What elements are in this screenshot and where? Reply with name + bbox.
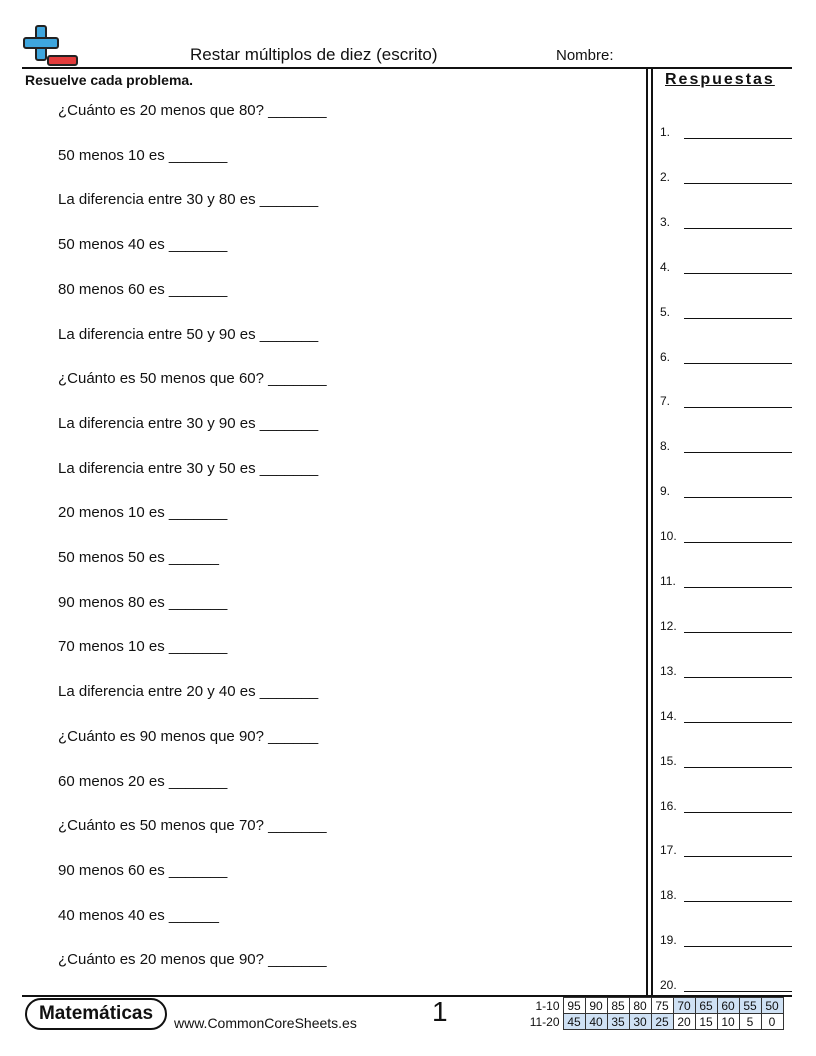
question-text: La diferencia entre 30 y 80 es _______: [58, 191, 319, 209]
question-text: La diferencia entre 50 y 90 es _______: [58, 325, 319, 343]
answer-blank[interactable]: [684, 183, 792, 184]
answer-number: 12.: [660, 618, 677, 633]
question-item: [0, 683, 640, 705]
answer-number: 4.: [660, 259, 671, 274]
score-key-cell: 55: [739, 998, 761, 1014]
answer-row: [660, 752, 792, 768]
answer-blank[interactable]: [684, 273, 792, 274]
answer-number: 2.: [660, 169, 671, 184]
answer-blank[interactable]: [684, 407, 792, 408]
question-text: La diferencia entre 30 y 90 es _______: [58, 414, 319, 432]
answer-row: [660, 617, 792, 633]
answers-title: Respuestas: [665, 71, 775, 88]
header-divider: [22, 67, 792, 69]
score-key-cell: 35: [607, 1014, 629, 1030]
score-key-cell: 95: [563, 998, 585, 1014]
question-text: 50 menos 50 es ______: [58, 549, 219, 566]
score-key-cell: 5: [739, 1014, 761, 1030]
score-key-cell: 15: [695, 1014, 717, 1030]
question-text: ¿Cuánto es 50 menos que 60? _______: [58, 370, 327, 388]
question-text: 50 menos 10 es _______: [58, 146, 228, 164]
question-item: [0, 236, 640, 258]
score-key-cell: 25: [651, 1014, 673, 1030]
score-key-cell: 80: [629, 998, 651, 1014]
question-text: ¿Cuánto es 20 menos que 90? _______: [58, 951, 327, 969]
question-item: [0, 951, 640, 973]
answer-number: 1.: [660, 125, 671, 139]
question-item: [0, 147, 640, 169]
answer-number: 16.: [660, 798, 677, 813]
question-text: 90 menos 80 es _______: [58, 593, 228, 611]
question-text: 50 menos 40 es _______: [58, 236, 228, 254]
brand-badge: Matemáticas: [25, 998, 167, 1030]
answer-number: 15.: [660, 753, 677, 768]
answer-row: [660, 303, 792, 319]
answer-number: 3.: [660, 214, 671, 229]
score-key-range-label: 1-10: [535, 998, 560, 1013]
answer-row: [660, 886, 792, 902]
question-item: [0, 102, 640, 124]
answer-row: [660, 482, 792, 498]
answer-row: [660, 213, 792, 229]
score-key-cell: 0: [761, 1014, 783, 1030]
answer-row: [660, 123, 792, 139]
score-key-cell: 75: [651, 998, 673, 1014]
question-text: 90 menos 60 es _______: [58, 861, 228, 879]
score-key-cell: 65: [695, 998, 717, 1014]
answer-row: [660, 707, 792, 723]
answer-blank[interactable]: [684, 228, 792, 229]
score-key-cell: 60: [717, 998, 739, 1014]
answer-blank[interactable]: [684, 946, 792, 947]
score-key-table: [527, 997, 784, 1030]
score-key-cell: 70: [673, 998, 695, 1014]
question-text: ¿Cuánto es 90 menos que 90? ______: [58, 727, 319, 745]
answer-number: 6.: [660, 349, 671, 364]
question-item: [0, 549, 640, 571]
answer-blank[interactable]: [684, 632, 792, 633]
question-item: [0, 638, 640, 660]
score-key-range-label: 11-20: [529, 1014, 560, 1029]
score-key-row: [527, 998, 783, 1014]
score-key-cell: 50: [761, 998, 783, 1014]
answer-column-divider: [646, 67, 648, 996]
answer-number: 20.: [660, 978, 677, 993]
question-item: [0, 594, 640, 616]
question-text: 70 menos 10 es _______: [58, 638, 228, 656]
answer-number: 13.: [660, 663, 677, 678]
instructions: Resuelve cada problema.: [25, 72, 194, 88]
question-text: 40 menos 40 es ______: [58, 906, 219, 924]
answer-row: [660, 841, 792, 857]
score-key-cell: 40: [585, 1014, 607, 1030]
question-text: 80 menos 60 es _______: [58, 280, 228, 298]
answer-row: [660, 662, 792, 678]
plus-minus-logo-icon: [22, 24, 80, 68]
answer-number: 18.: [660, 888, 677, 903]
answer-row: [660, 168, 792, 184]
score-key-cell: 85: [607, 998, 629, 1014]
question-item: [0, 504, 640, 526]
question-item: [0, 191, 640, 213]
answer-row: [660, 437, 792, 453]
question-text: 20 menos 10 es _______: [58, 504, 228, 522]
answer-number: 5.: [660, 304, 671, 319]
answer-row: [660, 931, 792, 947]
worksheet-title: Restar múltiplos de diez (escrito): [190, 45, 438, 64]
question-text: ¿Cuánto es 20 menos que 80? _______: [58, 102, 327, 119]
question-item: [0, 281, 640, 303]
answer-row: [660, 392, 792, 408]
score-key-cell: 10: [717, 1014, 739, 1030]
answer-row: [660, 258, 792, 274]
answer-blank[interactable]: [684, 722, 792, 723]
page-number: 1: [432, 996, 448, 1027]
name-label: Nombre:: [556, 47, 614, 64]
question-text: 60 menos 20 es _______: [58, 772, 228, 790]
question-text: ¿Cuánto es 50 menos que 70? _______: [58, 817, 327, 835]
answer-blank[interactable]: [684, 812, 792, 813]
question-item: [0, 907, 640, 929]
question-item: [0, 460, 640, 482]
answer-blank[interactable]: [684, 767, 792, 768]
answer-blank[interactable]: [684, 363, 792, 364]
answer-row: [660, 797, 792, 813]
answer-number: 11.: [660, 574, 676, 588]
answer-blank[interactable]: [684, 138, 792, 139]
question-item: [0, 728, 640, 750]
answer-number: 14.: [660, 708, 677, 723]
answer-blank[interactable]: [684, 677, 792, 678]
answer-blank[interactable]: [684, 497, 792, 498]
answer-blank[interactable]: [684, 991, 792, 992]
answer-row: [660, 527, 792, 543]
score-key-cell: 90: [585, 998, 607, 1014]
answer-row: [660, 572, 792, 588]
score-key-cell: 45: [563, 1014, 585, 1030]
answer-column-divider: [651, 67, 653, 996]
answer-row: [660, 348, 792, 364]
answer-row: [660, 976, 792, 992]
question-item: [0, 370, 640, 392]
answer-blank[interactable]: [684, 856, 792, 857]
question-item: [0, 326, 640, 348]
answer-blank[interactable]: [684, 901, 792, 902]
answer-number: 8.: [660, 439, 671, 454]
answer-number: 10.: [660, 529, 677, 544]
score-key-cell: 30: [629, 1014, 651, 1030]
answer-number: 17.: [660, 843, 677, 858]
question-item: [0, 862, 640, 884]
question-item: [0, 817, 640, 839]
answer-number: 7.: [660, 394, 671, 409]
question-text: La diferencia entre 20 y 40 es _______: [58, 683, 319, 701]
question-text: La diferencia entre 30 y 50 es _______: [58, 459, 319, 477]
answer-blank[interactable]: [684, 318, 792, 319]
answer-number: 19.: [660, 933, 677, 948]
answer-number: 9.: [660, 484, 671, 499]
site-url: www.CommonCoreSheets.es: [174, 1015, 357, 1031]
question-item: [0, 415, 640, 437]
answer-blank[interactable]: [684, 587, 792, 588]
answer-blank[interactable]: [684, 542, 792, 543]
score-key-cell: 20: [673, 1014, 695, 1030]
score-key-row: [527, 1014, 783, 1030]
question-item: [0, 773, 640, 795]
answer-blank[interactable]: [684, 452, 792, 453]
